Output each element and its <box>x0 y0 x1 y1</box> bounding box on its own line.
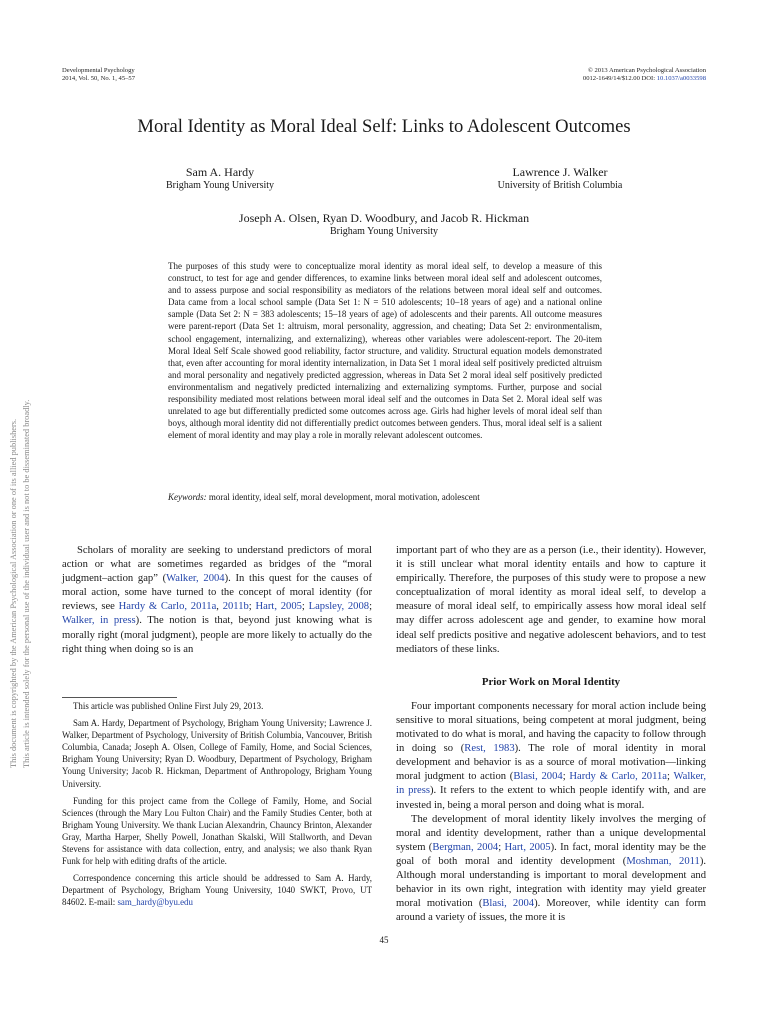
copyright-line: © 2013 American Psychological Association <box>587 67 706 74</box>
text-run: ). The notion is that, beyond just knowing what is morally right (moral judgment), people are more likely to actually do the right thing when doing so is an <box>62 615 372 655</box>
issn-text: 0012-1649/14/$12.00 DOI: <box>582 74 657 82</box>
citation-link[interactable]: Blasi, 2004 <box>513 771 563 783</box>
citation-link[interactable]: Moshman, 2011 <box>626 855 700 867</box>
text-run: ; <box>369 601 373 613</box>
text-run: ; <box>498 841 505 853</box>
footnotes <box>62 700 372 909</box>
citation-link[interactable]: Bergman, 2004 <box>432 841 499 853</box>
citation-link[interactable]: Hardy & Carlo, 2011a <box>569 771 667 783</box>
text-run: ; <box>301 601 309 613</box>
author-affiliation: Brigham Young University <box>329 226 439 237</box>
footnote-correspondence <box>62 872 372 908</box>
sidebar-line-2: This article is intended solely for the personal use of the individual user and is not to be disseminated broadly. <box>22 399 31 768</box>
text-run: ). Although moral understanding is important to moral development and behavior in its own right, integration with identity may yield greater moral motivation ( <box>396 855 707 910</box>
keywords <box>168 491 602 503</box>
author-name: Lawrence J. Walker <box>512 165 608 179</box>
citation-link[interactable]: Blasi, 2004 <box>482 898 535 910</box>
footnote-published: This article was published Online First July 29, 2013. <box>73 701 264 711</box>
body-paragraph <box>396 700 706 813</box>
text-run: Four important components necessary for moral action include being sensitive to moral situations, being competent at moral judgment, being motivated to do what is moral, and having the capacity to follow through in doing so ( <box>396 700 706 755</box>
email-link[interactable]: sam_hardy@byu.edu <box>117 897 193 908</box>
author-affiliation: Brigham Young University <box>165 180 275 191</box>
journal-header <box>62 67 135 83</box>
text-run: The development of moral identity likely involves the merging of moral and identity development, rather than a unique developmental system ( <box>396 813 706 853</box>
text-run: ; <box>562 771 570 783</box>
citation-link[interactable]: Walker, in press <box>62 615 136 627</box>
text-run: Scholars of morality are seeking to understand predictors of moral action or what are sometimes regarded as bridges of the “moral judgment–action gap” ( <box>62 545 372 585</box>
footnote-divider <box>62 697 177 698</box>
sidebar-line-1: This document is copyrighted by the American Psychological Association or one of its allied publishers. <box>9 418 18 768</box>
doi-line <box>583 75 706 83</box>
author-name: Joseph A. Olsen, Ryan D. Woodbury, and Jacob R. Hickman <box>238 211 530 225</box>
author-block-2 <box>445 166 675 192</box>
citation-link[interactable]: Hart, 2005 <box>255 601 302 613</box>
citation-link[interactable]: Hardy & Carlo, 2011a <box>118 601 217 613</box>
page-number: 45 <box>379 935 389 945</box>
author-name: Sam A. Hardy <box>185 165 255 179</box>
body-paragraph: important part of who they are as a person (i.e., their identity). However, it is still unclear what moral identity entails and how to capture it empirically. Therefore, the purposes of this study were to propose a new conceptualization of moral identity as moral ideal self, to develop a measure of moral ideal self, to empirically assess how moral ideal self may differ across adolescent age and gender, to examine how moral ideal self predicts positive and negative adolescent behaviors, and to test mediators of these links. <box>396 545 706 655</box>
text-run: ; <box>248 601 256 613</box>
journal-name: Developmental Psychology <box>62 67 135 74</box>
author-block-3 <box>100 212 668 238</box>
text-run: ). In fact, moral identity may be the goal of both moral and identity development ( <box>396 841 707 867</box>
text-run: ; <box>666 771 674 783</box>
left-column <box>62 544 372 657</box>
abstract: The purposes of this study were to conceptualize moral identity as moral ideal self, to develop a measure of this construct, to test for age and gender differences, to examine links between moral ideal self and adolescent outcomes, and to assess purpose and social responsibility as mediators of the relations between moral ideal self and outcomes. Data came from a local school sample (Data Set 1: N = 510 adolescents; 10–18 years of age) and a national online sample (Data Set 2: N = 383 adolescents; 15–18 years of age) of adolescents and their parents. All outcome measures were parent-report (Data Set 1: altruism, moral personality, aggression, and cheating; Data Set 2: environmentalism, school engagement, internalizing, and externalizing), whereas other variables were adolescent-report. The 20-item Moral Ideal Self Scale showed good reliability, factor structure, and validity. Structural equation models demonstrated that, even after accounting for moral identity internalization, in Data Set 1 moral ideal self positively predicted altruism and moral personality and negatively predicted aggression, whereas in Data Set 2 moral ideal self positively predicted environmentalism and negatively predicted internalizing and externalizing symptoms. Further, purpose and social responsibility mediated most relations between moral ideal self and the outcomes in Data Set 2. Moral ideal self was unrelated to age but differentially predicted some outcomes across age. Girls had higher levels of moral ideal self than boys, although moral identity did not differentially predict outcomes between genders. Thus, moral ideal self is a salient element of moral identity and may play a role in morally relevant adolescent outcomes. <box>168 261 602 441</box>
article-title: Moral Identity as Moral Ideal Self: Links to Adolescent Outcomes <box>137 116 631 137</box>
footnote-funding: Funding for this project came from the College of Family, Home, and Social Sciences (through the Mary Lou Fulton Chair) and the Family Studies Center, both at Brigham Young University. We thank Lucian Alexandrin, Chauncy Brinton, Alexander Gray, Martha Harper, Shelly Powell, Jonathan Skalski, Will Stallworth, and Devan Stevens for assistance with data collection, entry, and analysis; we also thank Ryan Funk for help with editing drafts of the article. <box>62 795 372 867</box>
right-column <box>396 544 706 925</box>
keywords-label: Keywords: <box>168 492 207 502</box>
doi-link[interactable]: 10.1037/a0033598 <box>656 74 706 82</box>
section-heading: Prior Work on Moral Identity <box>481 675 621 688</box>
text-run: ). The role of moral identity in moral development and behavior is as a source of moral motivation—linking moral judgment to action ( <box>396 743 706 783</box>
citation-link[interactable]: Walker, 2004 <box>166 573 225 585</box>
citation-link[interactable]: Walker, in press <box>396 771 707 797</box>
text-run: Correspondence concerning this article should be addressed to Sam A. Hardy, Department of Psychology, Brigham Young University, 1040 SWKT, Provo, UT 84602. E-mail: <box>62 873 372 908</box>
body-paragraph <box>396 813 706 926</box>
text-run: ). Moreover, while identity can form around a variety of issues, the more it is <box>396 898 706 924</box>
copyright-header <box>583 67 706 83</box>
citation-link[interactable]: Lapsley, 2008 <box>308 601 370 613</box>
journal-issue: 2014, Vol. 50, No. 1, 45–57 <box>62 74 136 82</box>
text-run: ). It refers to the extent to which people identify with, and are invested in, being a moral person and doing what is moral. <box>396 785 706 811</box>
citation-link[interactable]: Rest, 1983 <box>464 743 515 755</box>
footnote-affiliations: Sam A. Hardy, Department of Psychology, Brigham Young University; Lawrence J. Walker, Department of Psychology, University of British Columbia, Vancouver, British Columbia, Canada; Joseph A. Olsen, College of Family, Home, and Social Sciences, Brigham Young University; Ryan D. Woodbury, Department of Psychology, Brigham Young University; Jacob R. Hickman, Department of Anthropology, Brigham Young University. <box>62 718 372 789</box>
citation-link[interactable]: 2011b <box>222 601 249 613</box>
citation-link[interactable]: Hart, 2005 <box>504 841 551 853</box>
text-run: , <box>216 601 223 613</box>
author-affiliation: University of British Columbia <box>497 180 623 191</box>
copyright-sidebar <box>7 248 33 768</box>
intro-paragraph <box>62 544 372 657</box>
keywords-list: moral identity, ideal self, moral development, moral motivation, adolescent <box>208 492 480 502</box>
text-run: ). In this quest for the causes of moral action, some have turned to the concept of moral identity (for reviews, see <box>62 573 372 613</box>
author-block-1 <box>120 166 320 192</box>
